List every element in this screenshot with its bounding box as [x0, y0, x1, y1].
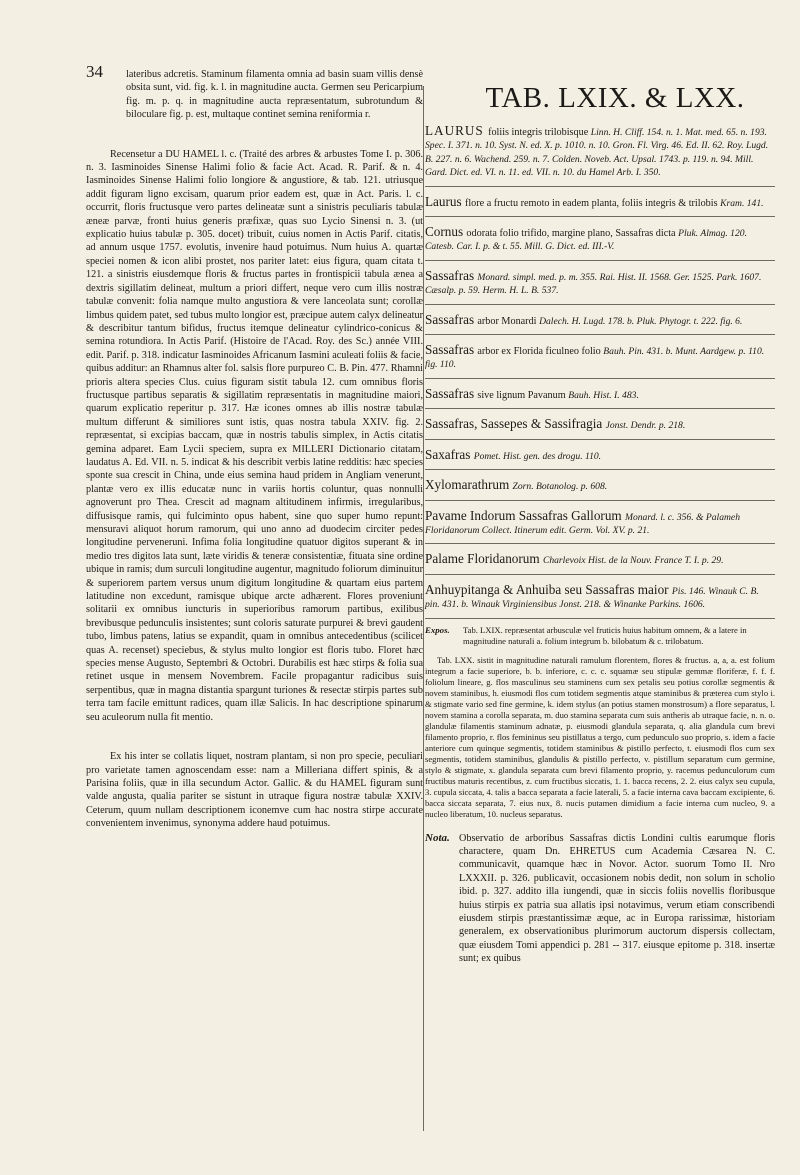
synonym-citation: Bauh. Hist. I. 483. — [568, 389, 639, 401]
synonym-citation: Monard. simpl. med. p. m. 355. Rai. Hist. II. 1568. Ger. 1525. Park. 1607. Cæsalp. p. 59. Herm. H. L. B. 537. — [425, 271, 762, 297]
synonym-phrase: odorata folio trifido, margine plano, Sassafras dicta — [466, 228, 679, 240]
entry-divider — [425, 304, 775, 305]
synonym-head: Cornus — [425, 224, 467, 240]
plate-70-description: Tab. LXX. sistit in magnitudine naturali ramulum florentem, flores & fructus. a, a, a. est folium integrum a facie superiore, b. b. inferiore, c. c. c. squamæ seu stipulæ gemmæ floriferæ, f. f. f. foliolum lineare, g. flos masculinus seu staminens cum sex petalis seu potius corollæ segmentis & novem staminibus, h. eiusmodi flos cum totidem segmentis atque staminibus & præterea cum stylo i. & stigmate vario sed fine germine, k. idem stylus (an potius stamen monstrosum) a flore separatus, l. novem stamina a corolla separata, m. duo stamina separata cum suis antheris ab utraque facie, n. n. o. glandulæ filamentis staminum adnatæ, p. eiusmodi glandula separata, q. alia glandula cum brevi filamento proprio, r. flos femininus seu pistillatus a tergo, cum pedunculo suo proprio, s. idem a facie anteriore cum quinque segmentis, totidem staminibus & pistillo perfecto, t. eiusmodi flos cum sex segmentis, totidem staminibus, glandulis & pistillo perfecto, v. pistillum separatum cum germine, stylo & stigmate, x. glandula separata cum brevi filamento proprio, y. racemus pedunculorum cum fructibus maturis recentibus, z. cum fructibus siccatis, 1. 1. bacca recens, 2. 2. eius calyx seu cupula, 3. cupula siccata, 4. talis a bacca separata a facie laterali, 5. a facie interna cava baccam excipiente, 6. bacca siccata separata, 7. eius nux, 8. nucis putamen dimidium a facie interna cum nucleo, 9. a nucleo liberatum, 10. nucleus separatus. — [425, 654, 775, 819]
synonym-list — [425, 124, 775, 619]
synonym-citation: Pomet. Hist. gen. des drogu. 110. — [473, 450, 602, 462]
synonym-entry — [425, 478, 775, 493]
entry-divider — [425, 574, 775, 575]
synonym-citation: Kram. 141. — [720, 197, 764, 209]
synonym-phrase: arbor ex Florida ficulneo folio — [477, 346, 604, 358]
page-number: 34 — [86, 62, 103, 81]
entry-divider — [425, 216, 775, 217]
synonym-citation: Jonst. Dendr. p. 218. — [605, 420, 686, 432]
synonym-citation: Dalech. H. Lugd. 178. b. Pluk. Phytogr. t. 222. fig. 6. — [539, 315, 743, 327]
synonym-head: Laurus — [425, 193, 465, 209]
synonym-entry — [425, 269, 775, 298]
synonym-entry — [425, 448, 775, 463]
entry-divider — [425, 618, 775, 619]
synonym-entry — [425, 387, 775, 402]
synonym-phrase: arbor Monardi — [477, 315, 540, 327]
entry-divider — [425, 186, 775, 187]
entry-divider — [425, 469, 775, 470]
synonym-citation: Zorn. Botanolog. p. 608. — [512, 481, 608, 493]
entry-divider — [425, 260, 775, 261]
paragraph-staminum: lateribus adcretis. Staminum filamenta omnia ad basin suam villis densè obsita sunt, vid. fig. k. l. in magnitudine aucta. Germen seu Pericarpium fig. m. p. q. in magnitudine aucta repræsentatum, subrotundum & biloculare fig. p. est, multaque continet semina reniformia r. — [126, 69, 423, 121]
synonym-citation: Linn. H. Cliff. 154. n. 1. Mat. med. 65. n. 193. Spec. I. 371. n. 10. Syst. N. ed. X. p. 1010. n. 10. Gron. Fl. Virg. 46. Ed. II. 62. Roy. Lugd. B. 227. n. 6. Wachend. 259. n. 7. Colden. Noveb. Act. Upsal. 1743. p. 119. n. 94. Mill. Gard. Dict. ed. VI. n. 11. ed. VII. n. 10. du Hamel Arb. I. 350. — [425, 127, 769, 179]
synonym-phrase: flore a fructu remoto in eadem planta, foliis integris & trilobis — [464, 197, 721, 209]
synonym-entry — [425, 583, 775, 612]
synonym-citation: Bauh. Pin. 431. b. Munt. Aardgew. p. 110. fig. 110. — [425, 346, 765, 371]
synonym-phrase: sive lignum Pavanum — [477, 389, 569, 401]
plate-title: TAB. LXIX. & LXX. — [485, 82, 745, 114]
synonym-citation: Charlevoix Hist. de la Nouv. France T. I. p. 29. — [542, 555, 724, 567]
synonym-head: Sassafras — [425, 385, 478, 401]
explanation-text: Tab. LXIX. repræsentat arbusculæ vel fruticis huius habitum omnem, & a latere in magnitudine naturali a. folium integrum b. bilobatum & c. trilobatum. — [463, 624, 747, 646]
synonym-entry — [425, 313, 775, 328]
right-column — [425, 82, 775, 966]
synonym-head: LAURUS — [425, 123, 489, 138]
synonym-entry — [425, 552, 775, 567]
explanation-label: Expos. — [425, 624, 450, 635]
synonym-entry — [425, 124, 775, 180]
left-column — [86, 68, 423, 831]
synonym-head: Sassafras — [425, 267, 478, 283]
note-text: Observatio de arboribus Sassafras dictis Londini cultis earumque floris charactere, quam Dn. EHRETUS cum Academia Cæsarea N. C. communicavit, quamque hæc in Novor. Actor. suorum Tomo II. Nro LXXXII. p. 326. publicavit, occasionem nobis dedit, non solum in scholio ibid. p. 327. addito illa iungendi, quæ in siccis foliis novellis floribusque huius stirpis ex patria sua allatis ipsi notavimus, verum etiam conscribendi eiusdem stirpis præstantissimæ æque, ac in Europa rarissimæ, historiam generalem, ex observationibus plurimorum auctorum dispersis collectam, quæ eiusdem Tomi appendici p. 281 -- 317. eiusque epitome p. 318. insertæ sunt; ex quibus — [459, 832, 775, 965]
synonym-entry — [425, 417, 775, 432]
synonym-head: Anhuypitanga & Anhuiba seu Sassafras maior — [425, 581, 672, 597]
note-label: Nota. — [425, 831, 450, 844]
explanation-block — [425, 625, 775, 647]
synonym-citation: Pluk. Almag. 120. Catesb. Car. I. p. & t. 55. Mill. G. Dict. ed. III.-V. — [425, 228, 747, 253]
synonym-head: Pavame Indorum Sassafras Gallorum — [425, 507, 625, 523]
synonym-citation: Pis. 146. Winauk C. B. pin. 431. b. Winauk Virginiensibus Jonst. 218. & Winanke Parkins. 1606. — [425, 585, 759, 611]
synonym-entry — [425, 195, 775, 210]
entry-divider — [425, 378, 775, 379]
synonym-entry — [425, 225, 775, 254]
synonym-head: Sassafras — [425, 311, 478, 327]
synonym-entry — [425, 509, 775, 538]
synonym-head: Saxafras — [425, 446, 474, 462]
paragraph-recensetur: Recensetur a DU HAMEL l. c. (Traité des arbres & arbustes Tome I. p. 306. n. 3. Iasminoides Sinense Halimi folio & facie Act. Acad. R. Parif. & n. 4. Iasminoides Sinense Halimi folio longiore & angustiore, & tab. 121. utriusque addit figuram ligno excisam, quarum prior eadem est, quæ in Act. Paris. l. c. occurrit, floris fructusque vero partes delineatæ sunt a sinistris peculiaris tabulæ æneæ parvæ, fronti huius generis præfixæ, quas suo Lycio Sinensi n. 3. (ut explicatio huius tabulæ p. 305. docet) tribuit, cuius nomen in Actis Parif. citatis, ad annum usque 1757. evolutis, invenire haud potuimus. Num huius A. quartæ speciei nomen & icon alibi prostet, nos pariter latet: eius figura, quam citata t. 121. a sinistris eiusdemque floris & fructus partes in frontispicii tabula ænea a dextris sigillatim delineat, multum a priori differt, neque vero cum illis nostræ tabulæ convenit: folia namque multo angustiora & vere lanceolata sunt; corollæ limbus quidem patet, sed tubus multo longior est, præcipue autem calyx delineatur & describitur tantum bifidus, fructus itemque delineatur cylindrico-conicus & semina rotundiora. In Actis Parif. (Histoire de l'Acad. Roy. des Sc.) année VIII. edit. Parif. p. 318. indicatur Iasminoides Africanum Iasmini aculeati foliis & facie, quibus additur: an Rhamnus alter fol. salsis flore purpureo C. B. Pin. 477. Rhamni prioris altera species Clus. cuius figuram sistit tabula 12. cum omnibus floris fructusque partibus separatis & sigillatim repræsentatis in magnitudine maiori, quarum explicatio reperitur p. 317. Hæ icones omnes ab illis nostræ tabulæ multum differunt & similiores sunt istis, quas nostra tabula XXIV. fig. 2. repræsentat, si excipias baccam, quæ in nostris tabulis simplex, in Actis citatis gemina adparet. Eam Lycii speciem, supra ex MILLERI Dictionario citatam, laudatus A. Ed. VII. n. 5. indicat & his describit verbis latine redditis: hæc species sponte sua crescit in China, unde eius semina haud pridem in Angliam venerunt, plantæ vero ex illis educatæ nunc in variis hortis coluntur, quas nonnulli agnoverunt pro Thea. Crescit ad magnam altitudinem infirmis, irregularibus, diffusisque ramis, qui fulciminto opus habent, sine quo super humo repunt: mensuravi aliquot horum ramorum, qui uno anno ad duodecim circiter pedes longitudine perveneruni. Infima folia longitudine quatuor digitos superant & in medio tres digitos lata sunt, læte viridis & teneræ consistentiæ, fituata sine ordine ubique in ramis; dum surculi longitudine augentur, magnitudo foliorum diminuitur & superiorem partem versus unum digitum longitudine & quartam eius partem latitudine non excedunt, ramisque ubique arcte adhærent. Flores proveniunt solitarii ex omnibus iuncturis in superioribus ramorum partibus, exilibus brevibusque pedunculis insistentes; sunt coloris saturate purpurei & brevi gaudent tubo, limbus patens, latius se expandit, quam in omnibus antecedentibus (scilicet quas A. recenset) speciebus, & stylus multo longior est floris tubo. Floret hæc species mense Augusto, Septembri & Octobri. Durabilis est hæc stirps & folia sua retinet usque in mensem Novembrem. Facile propagantur radicibus suis serpentibus, quæ in magna distantia spargunt turiones & resectæ stirpis partes sub terra tam facile emittunt radices, quam illæ Salicis. In hac descriptione spinarum seu aculeorum nulla fit mentio. — [86, 148, 423, 723]
entry-divider — [425, 543, 775, 544]
synonym-head: Palame Floridanorum — [425, 551, 543, 567]
synonym-phrase: foliis integris trilobisque — [488, 127, 591, 138]
entry-divider — [425, 439, 775, 440]
entry-divider — [425, 334, 775, 335]
synonym-head: Sassafras, Sassepes & Sassifragia — [425, 416, 606, 432]
synonym-entry — [425, 343, 775, 372]
note-block — [425, 832, 775, 966]
synonym-citation: Monard. l. c. 356. & Palameh Floridanorum Collect. Itinerum edit. Germ. Vol. XV. p. 21. — [425, 511, 740, 536]
synonym-head: Xylomarathrum — [425, 477, 513, 493]
entry-divider — [425, 408, 775, 409]
paragraph-conclusion: Ex his inter se collatis liquet, nostram plantam, si non pro specie, peculiari pro varietate tamen agnoscendam esse: nam a Milleriana differt spinis, & a Parisina foliis, quæ in illa secundum Actor. Gallic. & du HAMEL figuram sunt valde angusta, qualia pariter se sistunt in utraque figura nostræ tabulæ XXIV. Ceterum, quum nullam descriptionem iconemve cum hac nostra stirpe accurate convenientem invenimus, synonyma addere haud potuimus. — [86, 751, 423, 830]
entry-divider — [425, 500, 775, 501]
synonym-head: Sassafras — [425, 342, 478, 358]
